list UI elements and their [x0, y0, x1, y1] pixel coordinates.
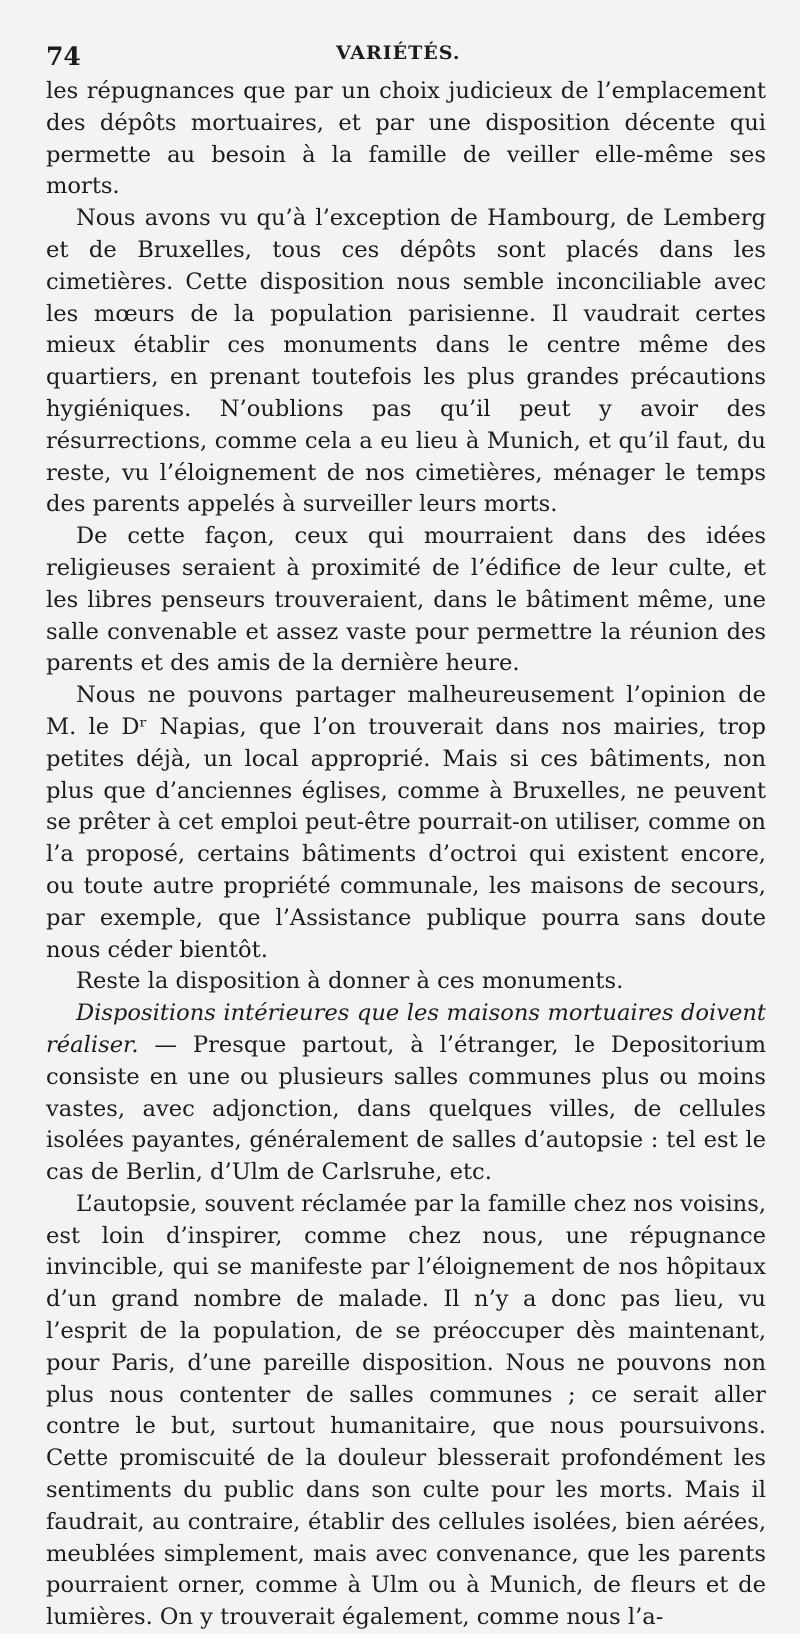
paragraph: De cette façon, ceux qui mourraient dans des idées religieuses seraient à proximité de l’édifice de leur culte, et les libres penseurs trouveraient, dans le bâtiment même, une salle convenable et assez vaste pour permettre la réunion des parents et des amis de la dernière heure. [46, 523, 766, 677]
paragraph [46, 998, 766, 1189]
running-title: VARIÉTÉS. [336, 42, 461, 64]
paragraph: L’autopsie, souvent réclamée par la famille chez nos voisins, est loin d’inspirer, comme chez nous, une répugnance invincible, qui se manifeste par l’éloignement de nos hôpitaux d’un grand nombre de malade. Il n’y a donc pas lieu, vu l’esprit de la population, de se préoccuper dès maintenant, pour Paris, d’une pareille disposition. Nous ne pouvons non plus nous contenter de salles communes ; ce serait aller contre le but, surtout humanitaire, que nous poursuivons. Cette promiscuité de la douleur blesserait profondément les sentiments du public dans son culte pour les morts. Mais il faudrait, au contraire, établir des cellules isolées, bien aérées, meublées simplement, mais avec convenance, que les parents pourraient orner, comme à Ulm ou à Munich, de fleurs et de lumières. On y trouverait également, comme nous l’a- [46, 1190, 766, 1631]
page-header [46, 30, 766, 76]
paragraph-text: — Presque partout, à l’étranger, le Depositorium consiste en une ou plusieurs salles communes plus ou moins vastes, avec adjonction, dans quelques villes, de cellules isolées payantes, généralement de salles d’autopsie : tel est le cas de Berlin, d’Ulm de Carlsruhe, etc. [46, 1031, 766, 1186]
page-number: 74 [46, 42, 81, 71]
paragraph: Reste la disposition à donner à ces monuments. [76, 968, 624, 995]
body-text [46, 76, 766, 1634]
section-heading: Dispositions intérieures que les maisons mortuaires doivent réaliser. [46, 1000, 766, 1058]
paragraph: les répugnances que par un choix judicieux de l’emplacement des dépôts mortuaires, et par une disposition décente qui permette au besoin à la famille de veiller elle-même ses morts. [46, 78, 766, 200]
paragraph: Nous avons vu qu’à l’exception de Hambourg, de Lemberg et de Bruxelles, tous ces dépôts sont placés dans les cimetières. Cette disposition nous semble inconciliable avec les mœurs de la population parisienne. Il vaudrait certes mieux établir ces monuments dans le centre même des quartiers, en prenant toutefois les plus grandes précautions hygiéniques. N’oublions pas qu’il peut y avoir des résurrections, comme cela a eu lieu à Munich, et qu’il faut, du reste, vu l’éloignement de nos cimetières, ménager le temps des parents appelés à surveiller leurs morts. [46, 205, 766, 518]
paragraph: Nous ne pouvons partager malheureusement l’opinion de M. le Dʳ Napias, que l’on trouverait dans nos mairies, trop petites déjà, un local approprié. Mais si ces bâtiments, non plus que d’anciennes églises, comme à Bruxelles, ne peuvent se prêter à cet emploi peut-être pourrait-on utiliser, comme on l’a proposé, certains bâtiments d’octroi qui existent encore, ou toute autre propriété communale, les maisons de secours, par exemple, que l’Assistance publique pourra sans doute nous céder bientôt. [46, 682, 766, 963]
